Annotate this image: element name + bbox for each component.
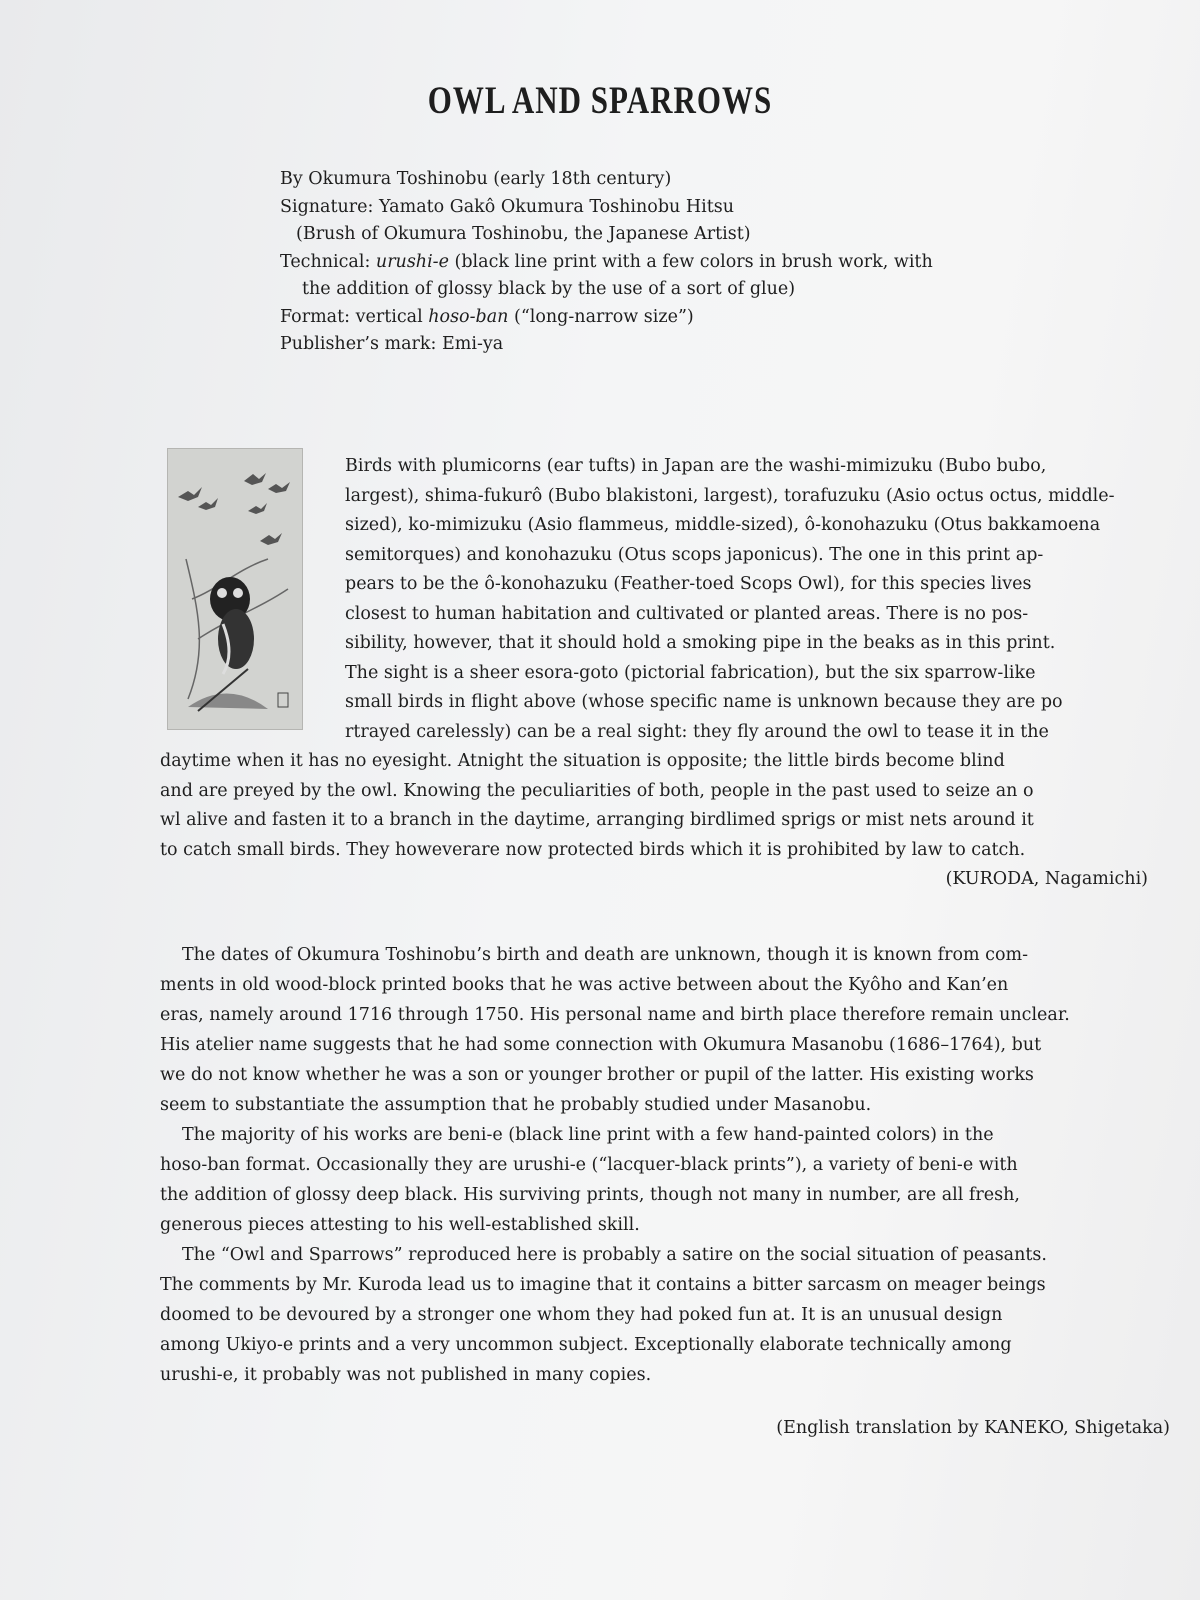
text-line: rtrayed carelessly) can be a real sight: they fly around the owl to tease it in the (345, 721, 1049, 742)
text-line: His atelier name suggests that he had some connection with Okumura Masanobu (1686–1764), but (160, 1035, 1042, 1055)
text-line: daytime when it has no eyesight. Atnight the situation is opposite; the little birds become blind (160, 751, 1005, 771)
meta-signature-translation: (Brush of Okumura Toshinobu, the Japanese Artist) (296, 224, 751, 244)
text-line: wl alive and fasten it to a branch in the daytime, arranging birdlimed sprigs or mist nets around it (160, 810, 1034, 830)
artist-commentary (160, 940, 1160, 1390)
text-line: Birds with plumicorns (ear tufts) in Japan are the washi-mimizuku (Bubo bubo, (345, 456, 1047, 476)
text-line: eras, namely around 1716 through 1750. His personal name and birth place therefore remain unclear. (160, 1005, 1070, 1025)
print-metadata (280, 166, 1040, 359)
author-signature-kuroda: (KURODA, Nagamichi) (945, 869, 1148, 889)
text-line: sized), ko-mimizuku (Asio flammeus, middle-sized), ô-konohazuku (Otus bakkamoena (345, 515, 1101, 535)
text-line: seem to substantiate the assumption that he probably studied under Masanobu. (160, 1095, 872, 1115)
text-line: The majority of his works are beni-e (black line print with a few hand-painted colors) in the (182, 1125, 994, 1145)
meta-author: By Okumura Toshinobu (early 18th century) (280, 169, 672, 189)
text-line: urushi-e, it probably was not published in many copies. (160, 1365, 652, 1385)
ornithology-commentary (160, 452, 1150, 895)
text-line: the addition of glossy deep black. His surviving prints, though not many in number, are all fresh, (160, 1185, 1020, 1205)
text-line: generous pieces attesting to his well-established skill. (160, 1215, 640, 1235)
text-line: among Ukiyo-e prints and a very uncommon subject. Exceptionally elaborate technically among (160, 1335, 1012, 1355)
text-line: The dates of Okumura Toshinobu’s birth and death are unknown, though it is known from com- (182, 945, 1029, 965)
text-line: and are preyed by the owl. Knowing the peculiarities of both, people in the past used to seize an o (160, 780, 1034, 801)
translator-signature: (English translation by KANEKO, Shigetaka) (776, 1418, 1170, 1438)
text-line: closest to human habitation and cultivated or planted areas. There is no pos- (345, 603, 1029, 624)
text-line: hoso-ban format. Occasionally they are urushi-e (“lacquer-black prints”), a variety of beni-e with (160, 1155, 1018, 1175)
text-line: The “Owl and Sparrows” reproduced here is probably a satire on the social situation of peasants. (182, 1245, 1047, 1265)
meta-publisher: Publisher’s mark: Emi-ya (280, 334, 504, 354)
meta-format: Format: vertical hoso-ban (“long-narrow size”) (280, 306, 694, 327)
page-title: OWL AND SPARROWS (427, 78, 773, 122)
text-line: to catch small birds. They howeverare now protected birds which it is prohibited by law to catch. (160, 839, 1026, 860)
text-line: pears to be the ô-konohazuku (Feather-toed Scops Owl), for this species lives (345, 574, 1032, 594)
text-line: The comments by Mr. Kuroda lead us to imagine that it contains a bitter sarcasm on meager beings (160, 1275, 1046, 1295)
text-line: we do not know whether he was a son or younger brother or pupil of the latter. His existing works (160, 1065, 1034, 1085)
text-line: ments in old wood-block printed books that he was active between about the Kyôho and Kan’en (160, 975, 1009, 995)
text-line: largest), shima-fukurô (Bubo blakistoni, largest), torafuzuku (Asio octus octus, middle- (345, 485, 1115, 506)
text-line: The sight is a sheer esora-goto (pictorial fabrication), but the six sparrow-like (345, 662, 1036, 683)
meta-technical: Technical: urushi-e (black line print with a few colors in brush work, with (280, 251, 933, 272)
text-line: semitorques) and konohazuku (Otus scops japonicus). The one in this print ap- (345, 544, 1044, 565)
text-line: small birds in flight above (whose specific name is unknown because they are po (345, 692, 1063, 712)
meta-technical-cont: the addition of glossy black by the use of a sort of glue) (302, 279, 796, 299)
text-line: sibility, however, that it should hold a smoking pipe in the beaks as in this print. (345, 633, 1056, 653)
text-line: doomed to be devoured by a stronger one whom they had poked fun at. It is an unusual design (160, 1305, 1003, 1325)
meta-signature: Signature: Yamato Gakô Okumura Toshinobu Hitsu (280, 196, 735, 217)
